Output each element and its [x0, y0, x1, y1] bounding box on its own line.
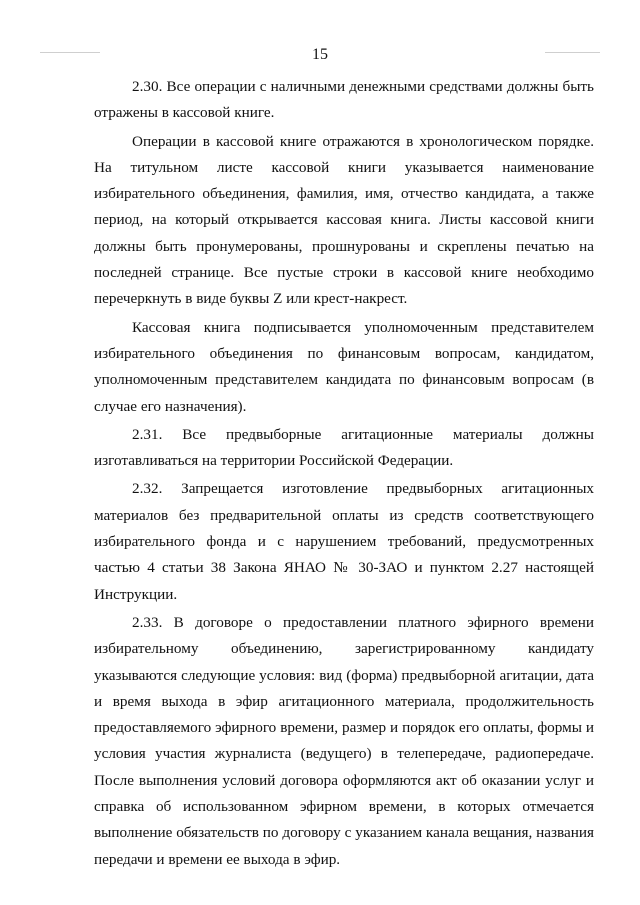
paragraph-2-31: 2.31. Все предвыборные агитационные материалы должны изготавливаться на территории Российской Федерации.: [94, 425, 594, 470]
page-number: 15: [312, 46, 328, 63]
paragraph-cash-book-order: Операции в кассовой книге отражаются в хронологическом порядке. На титульном листе кассовой книги указывается наименование избирательного объединения, фамилия, имя, отчество кандидата, а также период, на который открывается кассовая книга. Листы кассовой книги должны быть пронумерованы, прошнурованы и скреплены печатью на последней странице. Все пустые строки в кассовой книге необходимо перечеркнуть в виде буквы Z или крест-накрест.: [94, 132, 594, 308]
paragraph-2-32: 2.32. Запрещается изготовление предвыборных агитационных материалов без предварительной оплаты из средств соответствующего избирательного фонда и с нарушением требований, предусмотренных частью 4 статьи 38 Закона ЯНАО № 30-ЗАО и пунктом 2.27 настоящей Инструкции.: [94, 480, 594, 603]
paragraph-cash-book-signing: Кассовая книга подписывается уполномоченным представителем избирательного объединения по финансовым вопросам, кандидатом, уполномоченным представителем кандидата по финансовым вопросам (в случае его назначения).: [94, 318, 594, 415]
paragraph-2-30: 2.30. Все операции с наличными денежными средствами должны быть отражены в кассовой книге.: [94, 78, 594, 122]
document-body: [94, 74, 594, 873]
paragraph-2-33: 2.33. В договоре о предоставлении платного эфирного времени избирательному объединению, зарегистрированному кандидату указываются следующие условия: вид (форма) предвыборной агитации, дата и время выхода в эфир агитационного материала, продолжительность предоставляемого эфирного времени, размер и порядок его оплаты, формы и условия участия журналиста (ведущего) в телепередаче, радиопередаче. После выполнения условий договора оформляются акт об оказании услуг и справка об использованном эфирном времени, в которых отмечается выполнение обязательств по договору с указанием канала вещания, названия передачи и времени ее выхода в эфир.: [94, 613, 594, 868]
